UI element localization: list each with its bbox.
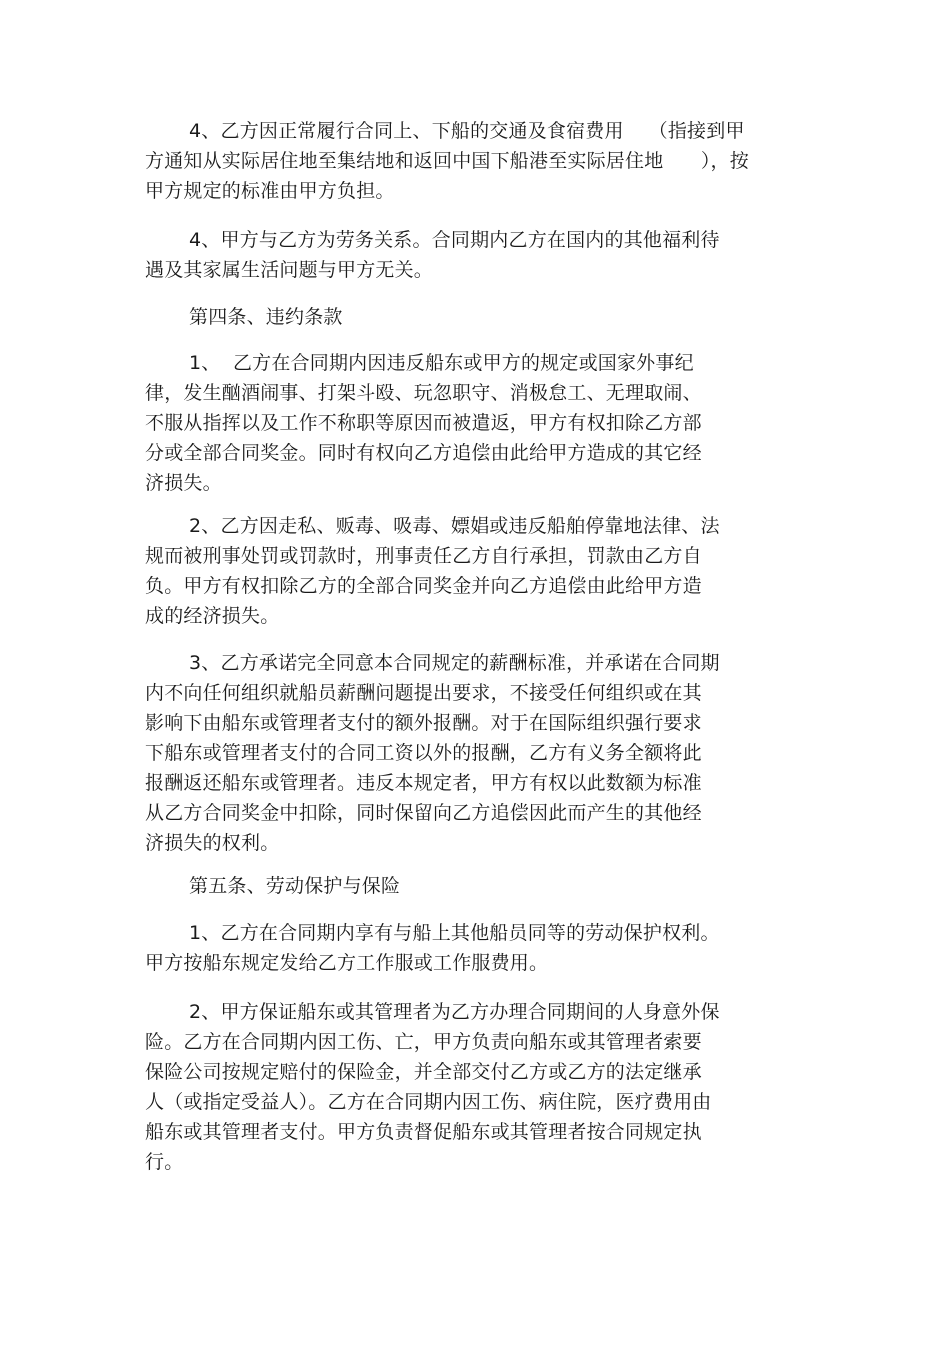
paragraph-line: 规而被刑事处罚或罚款时，刑事责任乙方自行承担，罚款由乙方自 [145, 545, 702, 567]
section-heading-text: 第五条、劳动保护与保险 [189, 875, 401, 897]
paragraph-line: 成的经济损失。 [145, 605, 280, 627]
paragraph-line: 保险公司按规定赔付的保险金，并全部交付乙方或乙方的法定继承 [145, 1061, 702, 1083]
paragraph-line: 4、甲方与乙方为劳务关系。合同期内乙方在国内的其他福利待 [189, 229, 720, 251]
paragraph-line: 影响下由船东或管理者支付的额外报酬。对于在国际组织强行要求 [145, 712, 702, 734]
paragraph-line: 报酬返还船东或管理者。违反本规定者，甲方有权以此数额为标准 [145, 772, 702, 794]
paragraph-line: 方通知从实际居住地至集结地和返回中国下船港至实际居住地 ），按 [145, 150, 749, 172]
paragraph-line: 济损失的权利。 [145, 832, 280, 854]
paragraph-line: 遇及其家属生活问题与甲方无关。 [145, 259, 434, 281]
paragraph-line: 2、甲方保证船东或其管理者为乙方办理合同期间的人身意外保 [189, 1001, 720, 1023]
paragraph-line: 内不向任何组织就船员薪酬问题提出要求，不接受任何组织或在其 [145, 682, 702, 704]
clause-paragraph [145, 348, 805, 498]
paragraph-line: 人（或指定受益人）。乙方在合同期内因工伤、病住院，医疗费用由 [145, 1091, 712, 1113]
paragraph-line: 船东或其管理者支付。甲方负责督促船东或其管理者按合同规定执 [145, 1121, 702, 1143]
paragraph-line: 下船东或管理者支付的合同工资以外的报酬，乙方有义务全额将此 [145, 742, 702, 764]
paragraph-line: 律，发生酗酒闹事、打架斗殴、玩忽职守、消极怠工、无理取闹、 [145, 382, 702, 404]
section-heading [145, 871, 805, 901]
section-heading [145, 302, 805, 332]
paragraph-line: 甲方按船东规定发给乙方工作服或工作服费用。 [145, 952, 549, 974]
section-heading-text: 第四条、违约条款 [189, 306, 343, 328]
paragraph-line: 4、乙方因正常履行合同上、下船的交通及食宿费用 （指接到甲 [189, 120, 745, 142]
paragraph-line: 从乙方合同奖金中扣除，同时保留向乙方追偿因此而产生的其他经 [145, 802, 702, 824]
clause-paragraph [145, 918, 805, 978]
paragraph-line: 不服从指挥以及工作不称职等原因而被遣返，甲方有权扣除乙方部 [145, 412, 702, 434]
clause-paragraph [145, 225, 805, 285]
paragraph-line: 行。 [145, 1151, 184, 1173]
clause-paragraph [145, 997, 805, 1177]
paragraph-line: 分或全部合同奖金。同时有权向乙方追偿由此给甲方造成的其它经 [145, 442, 702, 464]
paragraph-line: 3、乙方承诺完全同意本合同规定的薪酬标准，并承诺在合同期 [189, 652, 720, 674]
paragraph-line: 2、乙方因走私、贩毒、吸毒、嫖娼或违反船舶停靠地法律、法 [189, 515, 720, 537]
paragraph-line: 负。甲方有权扣除乙方的全部合同奖金并向乙方追偿由此给甲方造 [145, 575, 702, 597]
paragraph-line: 险。乙方在合同期内因工伤、亡，甲方负责向船东或其管理者索要 [145, 1031, 702, 1053]
clause-paragraph [145, 648, 805, 858]
clause-paragraph [145, 511, 805, 631]
clause-paragraph [145, 116, 805, 206]
paragraph-line: 甲方规定的标准由甲方负担。 [145, 180, 395, 202]
paragraph-line: 济损失。 [145, 472, 222, 494]
paragraph-line: 1、乙方在合同期内享有与船上其他船员同等的劳动保护权利。 [189, 922, 720, 944]
paragraph-line: 1、 乙方在合同期内因违反船东或甲方的规定或国家外事纪 [189, 352, 694, 374]
